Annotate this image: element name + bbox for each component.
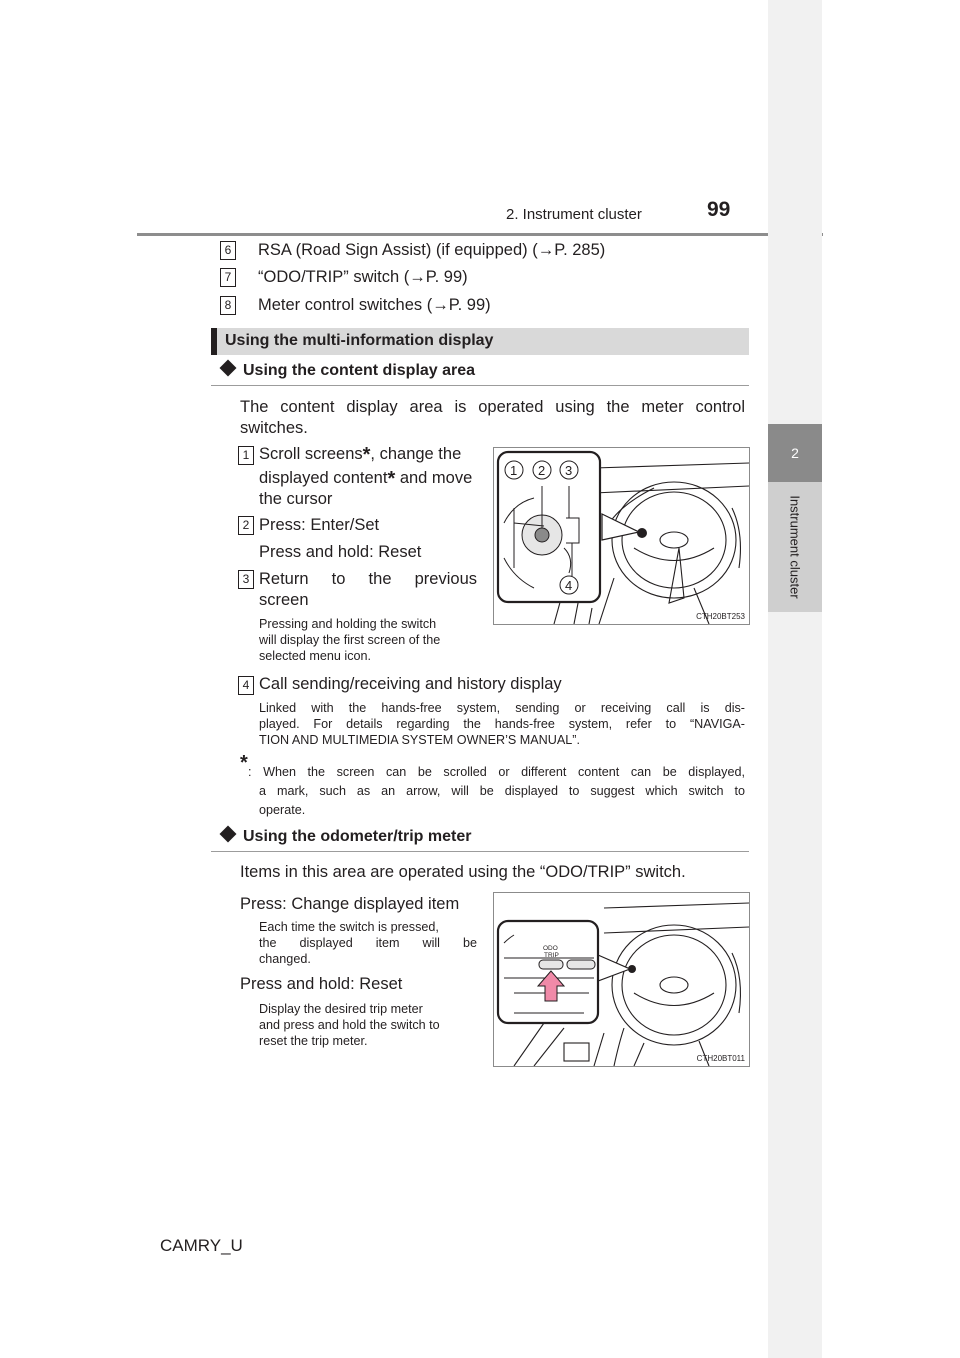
item-number-2: 2: [238, 516, 254, 535]
footnote-line-3: operate.: [259, 803, 306, 817]
item2-line1: Press: Enter/Set: [259, 516, 380, 534]
callout-4: 4: [565, 578, 573, 593]
footnote-line-2: a mark, such as an arrow, will be displayed to suggest which switch to: [259, 784, 745, 798]
footnote-line-1: : When the screen can be scrolled or different content can be displayed,: [248, 765, 745, 779]
intro-line-1: The content display area is operated using the meter control: [240, 398, 745, 416]
odo-trip-switch-illustration: [494, 893, 749, 1066]
list-number-7: 7: [220, 268, 236, 287]
steering-wheel-switches-illustration: [494, 448, 749, 624]
subheading-odometer: [222, 828, 471, 846]
item3-note-3: selected menu icon.: [259, 649, 372, 663]
diamond-bullet-icon: [220, 826, 237, 843]
list-number-8: 8: [220, 296, 236, 315]
odometer-hold-note-3: reset the trip meter.: [259, 1034, 368, 1048]
item1-text-c: displayed content: [259, 469, 388, 487]
diamond-bullet-icon: [220, 360, 237, 377]
item4-note-2: played. For details regarding the hands-free system, refer to “NAVIGA-: [259, 717, 745, 731]
item-number-3: 3: [238, 570, 254, 589]
odometer-press-note-3: changed.: [259, 952, 311, 966]
item3-note-2: will display the first screen of the: [259, 633, 441, 647]
item2-line2: Press and hold: Reset: [259, 543, 422, 561]
odometer-hold-label: Press and hold: Reset: [240, 975, 403, 993]
odometer-intro: Items in this area are operated using the “ODO/TRIP” switch.: [240, 863, 686, 881]
item3-line2: screen: [259, 591, 309, 609]
running-header-section: 2. Instrument cluster: [506, 206, 642, 223]
switch-label-odo: ODO: [543, 945, 558, 952]
section-title: Using the multi-information display: [225, 332, 494, 349]
list-number-6: 6: [220, 241, 236, 260]
figure-code-2: CTH20BT011: [696, 1054, 745, 1063]
subheading-text: Using the odometer/trip meter: [243, 828, 472, 845]
item-number-4: 4: [238, 676, 254, 695]
chapter-number-tab: 2: [768, 424, 822, 482]
odometer-hold-note-2: and press and hold the switch to: [259, 1018, 440, 1032]
page-number: 99: [707, 198, 731, 221]
item4-note-1: Linked with the hands-free system, sending or receiving call is dis-: [259, 701, 745, 715]
section-title-bar: [211, 328, 749, 355]
list-item-odo-trip-switch: “ODO/TRIP” switch (→P. 99): [258, 268, 468, 286]
subheading-content-display: [222, 362, 475, 380]
header-rule: [137, 233, 823, 236]
list-item-rsa: RSA (Road Sign Assist) (if equipped) (→P. 285): [258, 241, 606, 259]
item1-text-a: Scroll screens: [259, 445, 363, 463]
subheading-rule: [211, 385, 749, 386]
odometer-press-label: Press: Change displayed item: [240, 895, 460, 913]
item4-note-3: TION AND MULTIMEDIA SYSTEM OWNER’S MANUAL”.: [259, 733, 580, 747]
odometer-press-note-1: Each time the switch is pressed,: [259, 920, 439, 934]
callout-2: 2: [538, 463, 546, 478]
odometer-press-note-2: the displayed item will be: [259, 936, 477, 950]
footer-model-code: CAMRY_U: [160, 1236, 243, 1255]
figure-odo-trip-switch: [493, 892, 750, 1067]
side-tab-strip: [768, 0, 822, 1358]
switch-label-trip: TRIP: [544, 952, 559, 959]
item1-line3: the cursor: [259, 490, 333, 508]
asterisk-1: *: [362, 444, 371, 466]
subheading-text: Using the content display area: [243, 362, 476, 379]
subheading-rule: [211, 851, 749, 852]
figure-code-1: CTH20BT253: [696, 612, 745, 621]
callout-3: 3: [565, 463, 573, 478]
figure-meter-control-switches: [493, 447, 750, 625]
footnote-asterisk: *: [240, 752, 248, 774]
item3-note-1: Pressing and holding the switch: [259, 617, 437, 631]
chapter-title-tab: [768, 482, 822, 612]
callout-1: 1: [510, 463, 518, 478]
item-number-1: 1: [238, 446, 254, 465]
chapter-title: Instrument cluster: [787, 495, 803, 599]
list-item-meter-control: Meter control switches (→P. 99): [258, 296, 491, 314]
asterisk-2: *: [387, 468, 396, 490]
item1-text-d: and move: [395, 469, 473, 487]
odometer-hold-note-1: Display the desired trip meter: [259, 1002, 423, 1016]
item4-line1: Call sending/receiving and history display: [259, 675, 562, 693]
item1-text-b: , change the: [370, 445, 462, 463]
intro-line-2: switches.: [240, 419, 308, 437]
item3-line1: Return to the previous: [259, 570, 477, 588]
